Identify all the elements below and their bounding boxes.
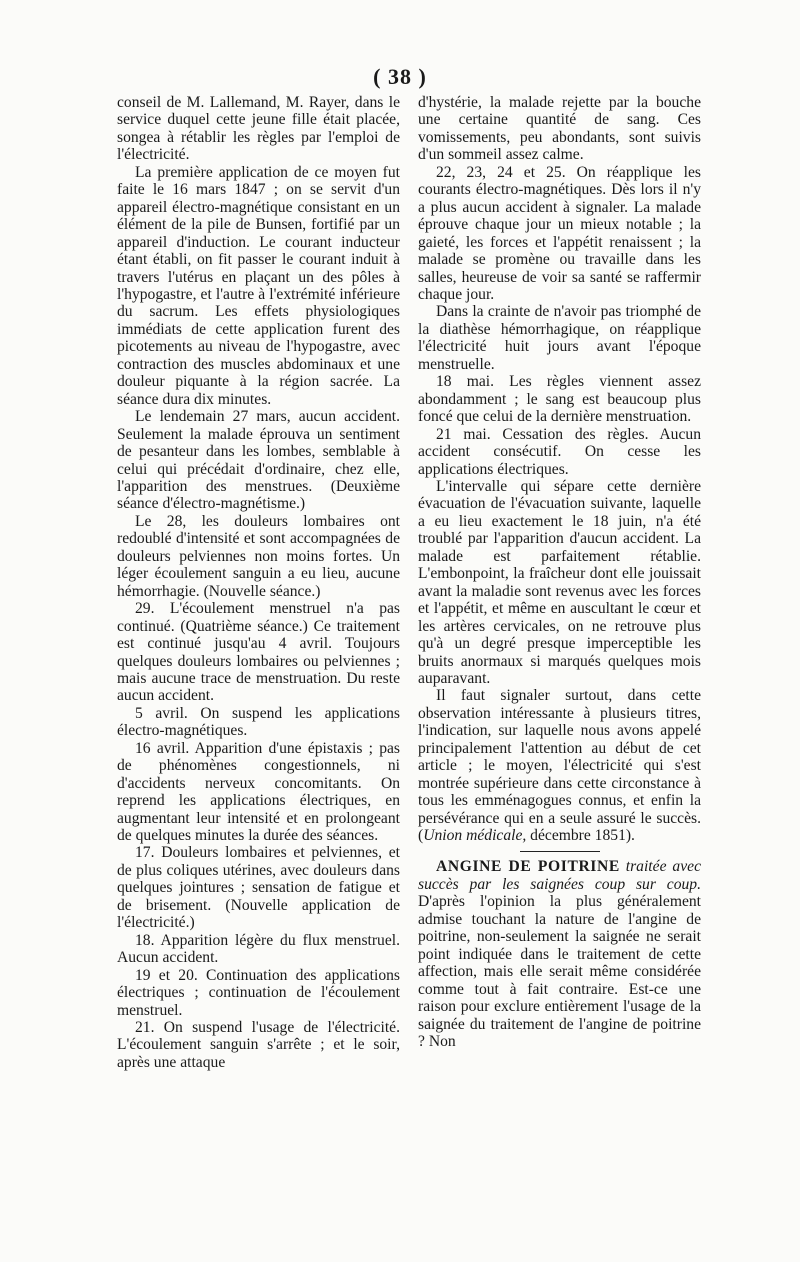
paragraph: 29. L'écoulement menstruel n'a pas continué. (Quatrième séance.) Ce traitement est continué jusqu'au 4 avril. Toujours quelques douleurs lombaires ou pelviennes ; mais aucune trace de menstruation. Du reste aucun accident. — [117, 600, 400, 705]
section-divider — [520, 851, 600, 852]
paragraph: 5 avril. On suspend les applications électro-magnétiques. — [117, 704, 400, 740]
page-number: ( 38 ) — [373, 64, 427, 89]
paragraph: L'intervalle qui sépare cette dernière évacuation de l'évacuation suivante, laquelle a eu lieu exactement le 18 juin, n'a été troublé par l'apparition d'aucun accident. La malade est parfaitement rétablie. L'embonpoint, la fraîcheur dont elle jouissait avant la maladie sont revenus avec les forces et l'appétit, et même en auscultant le cœur et les artères cervicales, on ne retrouve plus qu'à un degré presque imperceptible les bruits anormaux si marqués quelques mois auparavant. — [418, 477, 701, 687]
source-citation: Union médicale, — [423, 827, 527, 845]
paragraph: 19 et 20. Continuation des applications électriques ; continuation de l'écoulement menstruel. — [117, 966, 400, 1019]
paragraph: 22, 23, 24 et 25. On réapplique les courants électro-magnétiques. Dès lors il n'y a plus aucun accident à signaler. La malade éprouve chaque jour un mieux notable ; la gaieté, les forces et l'appétit renaissent ; la malade se promène ou travaille dans les salles, heureuse de voir sa santé se raffermir chaque jour. — [418, 163, 701, 303]
paragraph: Le lendemain 27 mars, aucun accident. Seulement la malade éprouva un sentiment de pesanteur dans les lombes, semblable à celui qui précédait d'ordinaire, chez elle, l'apparition des menstrues. (Deuxième séance d'électro-magnétisme.) — [117, 408, 400, 513]
paragraph: 21. On suspend l'usage de l'électricité. L'écoulement sanguin s'arrête ; et le soir, après une attaque — [117, 1019, 400, 1071]
paragraph: 17. Douleurs lombaires et pelviennes, et de plus coliques utérines, avec douleurs dans quelques jointures ; sensation de fatigue et de brisement. (Nouvelle application de l'électricité.) — [117, 844, 400, 932]
paragraph-text: D'après l'opinion la plus généralement admise touchant la nature de l'angine de poitrine, non-seulement la saignée ne serait point indiquée dans le traitement de cette affection, mais elle serait même considérée comme tout à fait contraire. Est-ce une raison pour exclure entièrement l'usage de la saignée du traitement de l'angine de poitrine ? Non — [418, 893, 701, 1051]
right-column — [418, 94, 701, 1050]
paragraph: 18. Apparition légère du flux menstruel. Aucun accident. — [117, 931, 400, 967]
paragraph-text: Il faut signaler surtout, dans cette observation intéressante à plusieurs titres, l'indication, sur laquelle nous avons appelé principalement l'attention au début de cet article ; le moyen, l'électricité qui s'est montrée supérieure dans cette circonstance à tous les emménagogues connus, et enfin la persévérance qui en a seule assuré le succès. ( — [418, 687, 701, 845]
section-heading: ANGINE DE POITRINE — [436, 858, 620, 876]
paragraph: Le 28, les douleurs lombaires ont redoublé d'intensité et sont accompagnées de douleurs pelviennes non moins fortes. Un léger écoulement sanguin a eu lieu, aucune hémorrhagie. (Nouvelle séance.) — [117, 512, 400, 600]
paragraph: Dans la crainte de n'avoir pas triomphé de la diathèse hémorrhagique, on réapplique l'électricité huit jours avant l'époque menstruelle. — [418, 303, 701, 373]
paragraph: 18 mai. Les règles viennent assez abondamment ; le sang est beaucoup plus foncé que celui de la dernière menstruation. — [418, 373, 701, 426]
paragraph: La première application de ce moyen fut faite le 16 mars 1847 ; on se servit d'un appareil électro-magnétique consistant en un élément de la pile de Bunsen, fortifié par un appareil d'induction. Le courant inducteur étant établi, on fit passer le courant induit à travers l'utérus en plaçant un des pôles à l'hypogastre, et l'autre à l'extrémité inférieure du sacrum. Les effets physiologiques immédiats de cette application furent des picotements au niveau de l'hypogastre, avec contraction des muscles abdominaux et une douleur piquante à la région sacrée. La séance dura dix minutes. — [117, 163, 400, 408]
paragraph: 16 avril. Apparition d'une épistaxis ; pas de phénomènes congestionnels, ni d'accidents nerveux concomitants. On reprend les applications électriques, en augmentant leur intensité et en prolongeant de quelques minutes la durée des séances. — [117, 739, 400, 845]
paragraph: conseil de M. Lallemand, M. Rayer, dans le service duquel cette jeune fille était placée, songea à rétablir les règles par l'emploi de l'électricité. — [117, 94, 400, 164]
paragraph: d'hystérie, la malade rejette par la bouche une certaine quantité de sang. Ces vomissements, peu abondants, sont suivis d'un sommeil assez calme. — [418, 94, 701, 164]
paragraph: 21 mai. Cessation des règles. Aucun accident consécutif. On cesse les applications électriques. — [418, 425, 701, 478]
left-column — [117, 94, 400, 1071]
paragraph — [418, 687, 701, 844]
section-heading-subtitle: traitée avec succès par les saignées coup sur coup. — [418, 858, 701, 893]
paragraph-text: décembre 1851). — [526, 827, 635, 845]
section-paragraph — [418, 858, 701, 1050]
